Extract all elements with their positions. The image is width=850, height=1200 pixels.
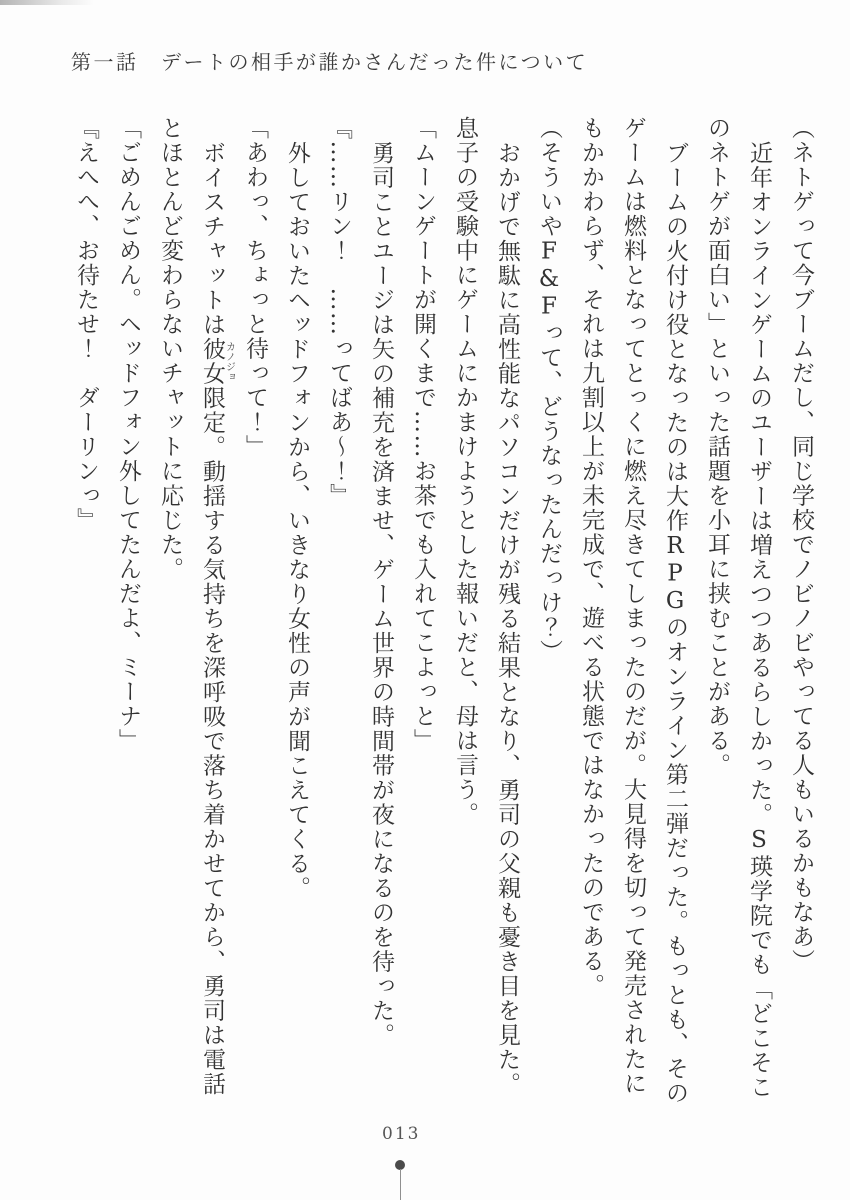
page-number: 013 <box>382 1124 421 1144</box>
text-column: ゲームは燃料となってとっくに燃え尽きてしまったのだが。大見得を切って発売されたに <box>620 116 646 1096</box>
text-column: のネトゲが面白い」といった話題を小耳に挟むことがある。 <box>704 116 730 778</box>
latin-run: RPG <box>662 532 688 615</box>
text-column: 「ごめんごめん。ヘッドフォン外してたんだよ、ミーナ」 <box>115 116 141 753</box>
chapter-title: 第一話 デートの相手が誰かさんだった件について <box>71 50 589 74</box>
scan-artifact <box>0 0 94 5</box>
text-column: 『……リン！ ……ってばあ～！』 <box>326 116 352 508</box>
text-column: おかげで無駄に高性能なパソコンだけが残る結果となり、勇司の父親も憂き目を見た。 <box>494 140 520 1096</box>
footer-ornament-line <box>400 1169 402 1200</box>
text-column: 勇司ことユージは矢の補充を済ませ、ゲーム世界の時間帯が夜になるのを待った。 <box>368 140 394 1047</box>
text-column: 息子の受験中にゲームにかまけようとした報いだと、母は言う。 <box>452 116 478 827</box>
latin-run: F&F <box>536 238 562 321</box>
text-column: ボイスチャットは彼女カノジョ限定。動揺する気持ちを深呼吸で落ち着かせてから、勇司は電話 <box>199 140 235 1096</box>
text-column: （そういやF&Fって、どうなったんだっけ？） <box>536 116 562 664</box>
text-column: 「あわっ、ちょっと待って！」 <box>242 116 268 459</box>
text-column: 近年オンラインゲームのユーザーは増えつつあるらしかった。S瑛学院でも「どこそこ <box>746 140 772 1099</box>
text-column: とほとんど変わらないチャットに応じた。 <box>157 116 183 582</box>
text-columns <box>65 116 822 1110</box>
text-column: 外しておいたヘッドフォンから、いきなり女性の声が聞こえてくる。 <box>284 140 310 900</box>
text-column: （ネトゲって今ブームだし、同じ学校でノビノビやってる人もいるかもなあ） <box>788 116 814 974</box>
text-column: 「ムーンゲートが開くまで……お茶でも入れてこよっと」 <box>410 116 436 753</box>
ruby-annotated-word: 彼女カノジョ <box>199 336 235 386</box>
text-column: ブームの火付け役となったのは大作RPGのオンライン第二弾だった。もっとも、その <box>662 140 688 1105</box>
text-column: 『えへへ、お待たせ！ ダーリンっ』 <box>73 116 99 533</box>
text-column: もかかわらず、それは九割以上が未完成で、遊べる状態ではなかったのである。 <box>578 116 604 998</box>
latin-run: S <box>746 826 772 854</box>
